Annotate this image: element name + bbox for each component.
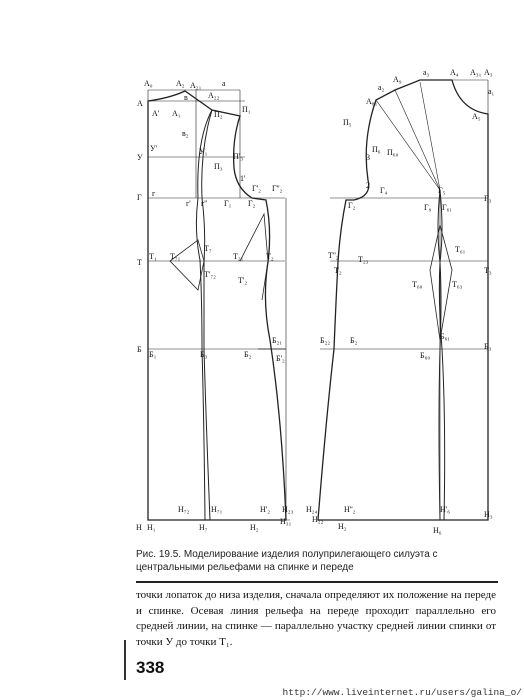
front-point-label-h6p: Н'₆ [440,505,451,514]
front-point-label-p5: П₅ [343,118,352,127]
front-point-label-a81: А₈₁ [366,97,378,106]
back-point-label-b3: Б₃ [200,350,208,359]
back-point-label-h71: Н₇₁ [211,505,223,514]
back-pattern [148,90,290,520]
back-point-label-gsmall: г [152,189,156,198]
back-point-label-b2p: Б'₂ [276,354,285,363]
back-point-label-h72: Н₇₂ [178,505,190,514]
front-point-label-g3: Г₃ [484,194,492,203]
back-labels [136,79,294,532]
back-point-label-b: Б [137,345,142,354]
front-point-label-a3: а₃ [423,68,430,77]
back-point-label-p2: П₂ [214,110,223,119]
back-point-label-a21: А₂₁ [190,81,202,90]
front-point-label-a5: А₅ [472,112,481,121]
front-point-label-t23: Т₂₃ [358,255,369,264]
back-point-label-a1: А₁ [172,109,181,118]
front-point-label-g5: Г₅ [438,186,446,195]
front-point-label-b61: Б₆₁ [440,332,451,341]
front-point-label-h2pp: Н''₂ [344,505,356,514]
front-point-label-n3: 3 [366,153,370,162]
back-point-label-b2: Б₂ [244,350,252,359]
back-point-label-h1: Н₁ [147,523,156,532]
back-point-label-g2: Г₂ [248,199,256,208]
back-point-label-t71: Т₇₁ [170,252,181,261]
back-point-label-t: Т [137,258,142,267]
front-point-label-t22: Т''₂ [328,251,339,260]
front-point-label-t60: Т₆₀ [412,280,423,289]
back-point-label-uprime: У' [150,144,158,153]
back-point-label-one: 1' [240,174,246,183]
margin-mark [124,640,126,680]
front-pattern [318,80,488,520]
back-point-label-g2p: Г'₂ [252,184,261,193]
back-point-label-h2: Н₂ [250,523,259,532]
back-point-label-u: У [137,153,143,162]
front-point-label-t61: Т₆₁ [455,245,466,254]
back-point-label-v2: в₂ [182,129,189,138]
front-point-label-g9: Г₉ [424,203,432,212]
page-number: 338 [136,658,165,677]
back-point-label-p3: П₃ [214,162,223,171]
body-paragraph: точки лопаток до низа изделия, сначала определяют их положение на переде и спинке. Осевая линия рельефа на переде проходит параллельно его средней линии, на спинке — параллельно участку средней линии спинки от точки У до точки Т₁. [136,589,496,648]
back-point-label-a: А [137,99,143,108]
back-point-label-p1: П₁ [242,105,251,114]
front-point-label-h2: Н₂ [338,522,347,531]
front-point-label-n2: 2 [366,181,370,190]
back-point-label-g1: Г₁ [224,199,232,208]
figure-caption: Рис. 19.5. Моделирование изделия полуприлегающего силуэта с центральными рельефами на спинке и переде [136,549,438,573]
back-point-label-h23: Н₂₃ [282,505,294,514]
back-point-label-p3p: П'₃ [233,152,244,161]
front-point-label-h22: Н₂₂ [312,515,324,524]
back-point-label-a: а [222,79,226,88]
back-point-label-a0: А₀ [144,79,153,88]
front-point-label-p6: П₆ [372,145,381,154]
back-point-label-h7: Н₇ [199,523,208,532]
back-point-label-v: в [184,93,188,102]
front-point-label-a4: А₄ [450,68,459,77]
front-point-label-h24: Н₂₄ [306,505,318,514]
back-point-label-t21: Т₂₁ [233,252,244,261]
front-point-label-h6: Н₆ [433,526,442,535]
footer-url[interactable]: http://www.liveinternet.ru/users/galina_o/ [282,687,522,698]
back-point-label-a2: А₂ [176,79,185,88]
front-point-label-a31: А₃₁ [470,68,482,77]
front-point-label-h3: Н₃ [484,510,493,519]
front-point-label-t63: Т₆₃ [452,280,463,289]
back-point-label-t2p: Т'₂ [238,276,248,285]
back-point-label-a22: А₂₂ [208,91,220,100]
back-point-label-h: Н [136,523,142,532]
divider-rule [136,581,498,583]
front-point-label-a1: а₁ [488,87,495,96]
back-point-label-t2: Т₂ [266,252,274,261]
front-point-label-p60: П₆₀ [387,148,399,157]
front-point-label-a9: А₉ [393,75,402,84]
front-point-label-b60: Б₆₀ [420,351,431,360]
back-point-label-b21: Б₂₁ [272,336,283,345]
back-point-label-u1: У₁ [199,147,208,156]
back-point-label-aprime: А' [152,109,160,118]
back-point-label-g2pp: Г''₂ [272,184,283,193]
back-point-label-t72: Т'₇₂ [204,270,216,279]
front-point-label-g4: Г₄ [380,186,388,195]
back-point-label-t1: Т₁ [149,252,157,261]
front-point-label-b3: Б₃ [484,342,492,351]
front-point-label-g61: Г₆₁ [442,203,453,212]
back-point-label-gp: г' [186,199,191,208]
front-point-label-g2: Г₂ [348,201,356,210]
back-point-label-g: Г [137,193,142,202]
back-point-label-t7: Т₇ [204,244,212,253]
front-point-label-t3: Т₃ [484,266,492,275]
front-point-label-b2: Б₂ [350,336,358,345]
front-point-label-a2: а₂ [378,83,385,92]
back-point-label-h2p: Н'₂ [260,505,271,514]
front-point-label-a3: А₃ [484,68,493,77]
back-point-label-gpp: г'' [201,199,208,208]
front-point-label-b22: Б₂₂ [320,336,331,345]
front-point-label-t2: Т₂ [334,266,342,275]
back-point-label-h31: Н₃₁ [280,517,292,526]
front-labels [306,68,495,535]
back-point-label-b1: Б₁ [149,350,157,359]
